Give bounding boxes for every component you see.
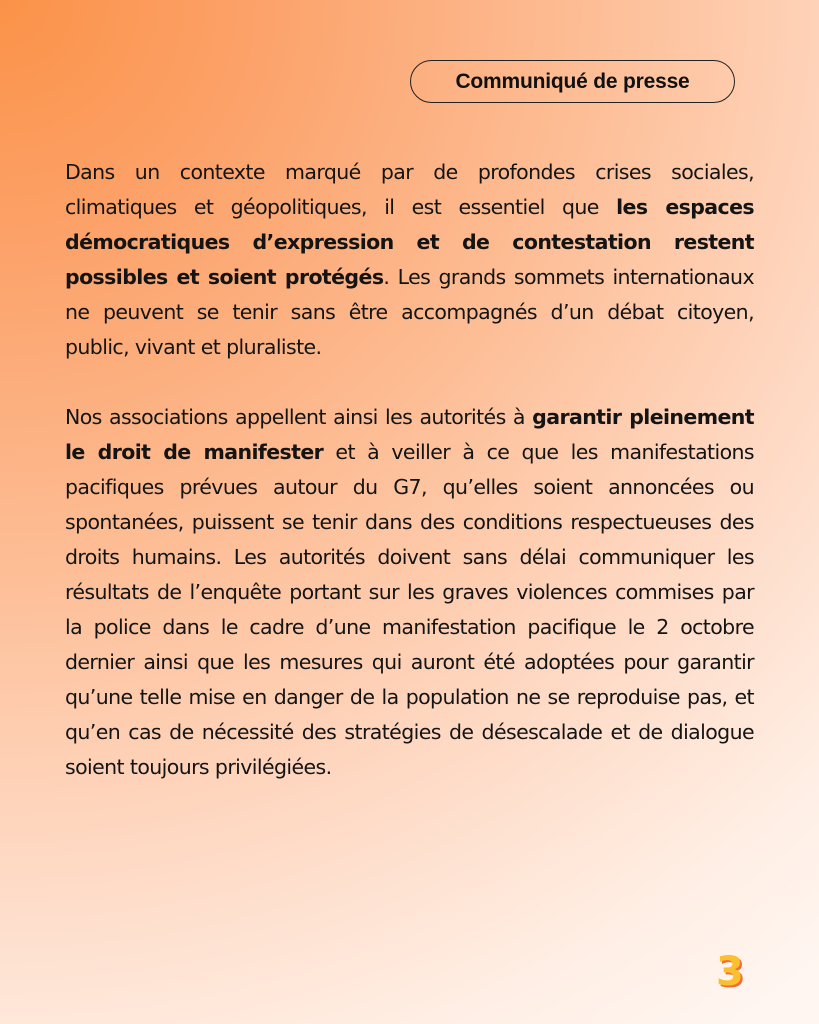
paragraph-2-text: Nos associations appellent ainsi les autorités à [65,405,533,429]
paragraph-1-emphasis: les espaces démocratiques d’expression et de contestation restent possibles et soient protégés [65,195,755,289]
page-number: 3 [716,949,744,995]
paragraph-2-text-end: et à veiller à ce que les manifestations pacifiques prévues autour du G7, qu’elles soient annoncées ou spontanées, puissent se tenir dans des conditions respectueuses des droits humains. Les autorités doivent sans délai communiquer les résultats de l’enquête portant sur les graves violences commises par la police dans le cadre d’une manifestation pacifique le 2 octobre dernier ainsi que les mesures qui auront été adoptées pour garantir qu’une telle mise en danger de la population ne se reproduise pas, et qu’en cas de nécessité des stratégies de désescalade et de dialogue soient toujours privilégiées. [65,440,754,779]
paragraph-2-emphasis: garantir pleinement le droit de manifester [65,405,754,464]
press-release-badge-label: Communiqué de presse [455,69,690,93]
press-release-body [65,155,754,785]
paragraph-1 [65,155,754,365]
press-release-badge [410,60,735,103]
paragraph-1-text: Dans un contexte marqué par de profondes crises sociales, climatiques et géopolitiques, il est essentiel que [65,160,754,219]
paragraph-2 [65,400,754,785]
paragraph-1-text-end: . Les grands sommets internationaux ne peuvent se tenir sans être accompagnés d’un débat citoyen, public, vivant et pluraliste. [65,265,754,359]
